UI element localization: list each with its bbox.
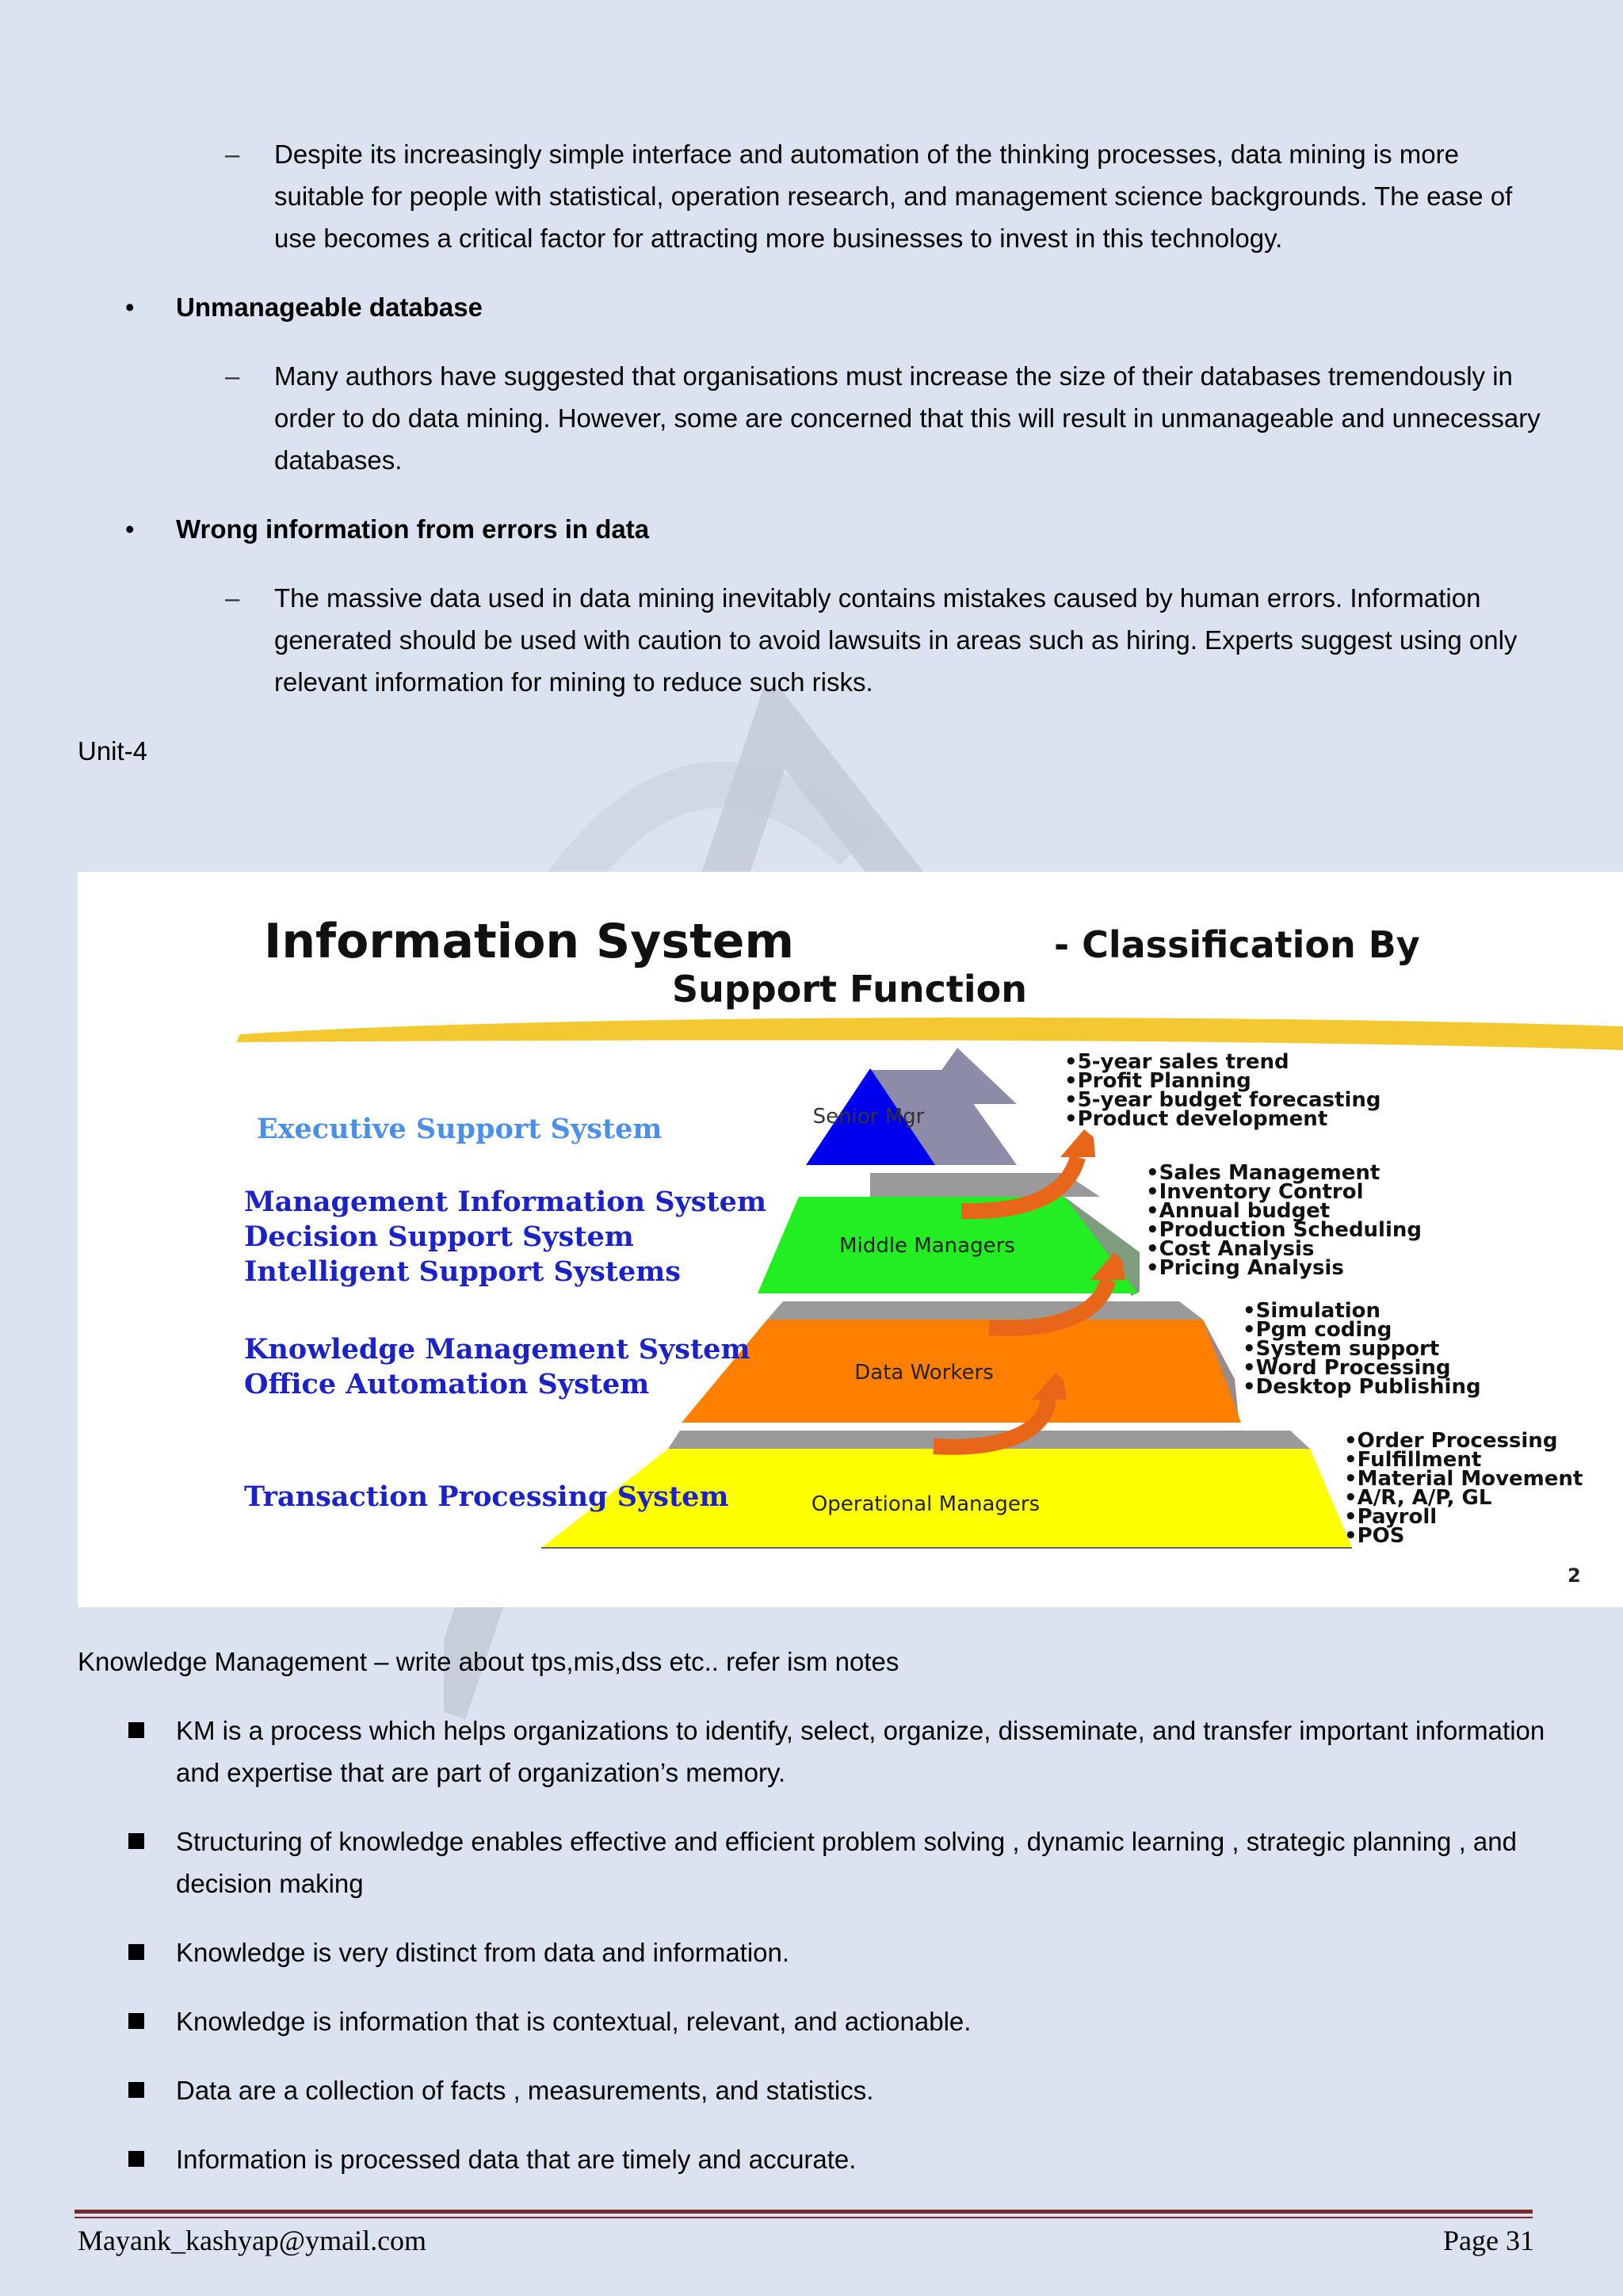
data-list-item: •System support	[1243, 1337, 1440, 1361]
bullet-heading: Unmanageable database	[176, 292, 483, 322]
data-level-top	[767, 1301, 1203, 1320]
middle-list-item: •Sales Management	[1146, 1161, 1381, 1185]
document-body	[78, 133, 1552, 799]
bullet-item	[78, 508, 1552, 550]
footer-rule	[74, 2210, 1533, 2214]
senior-list-item: •Product development	[1064, 1107, 1328, 1131]
dash-marker: –	[225, 361, 240, 391]
middle-list-item: •Cost Analysis	[1146, 1237, 1315, 1261]
operational-list-item: •A/R, A/P, GL	[1344, 1486, 1492, 1510]
km-list-item	[78, 2000, 1552, 2042]
square-bullet-icon	[128, 1722, 144, 1738]
dash-marker: –	[225, 139, 240, 169]
km-list-text: Structuring of knowledge enables effective and efficient problem solving , dynamic learning , strategic planning , and decision making	[176, 1827, 1517, 1898]
senior-list-item: •5-year budget forecasting	[1064, 1088, 1381, 1112]
bullet-marker: •	[125, 292, 135, 322]
label-transaction-processing-system: Transaction Processing System	[244, 1480, 729, 1513]
data-list-item: •Word Processing	[1243, 1356, 1451, 1380]
middle-list-item: •Pricing Analysis	[1146, 1256, 1344, 1280]
figure-title-rest: - Classification By	[1054, 923, 1420, 966]
unit-label: Unit-4	[78, 736, 148, 766]
km-list-item	[78, 1931, 1552, 1973]
dash-text: The massive data used in data mining inevitably contains mistakes caused by human errors. Information generated should be used with caution to avoid lawsuits in areas such as hiring. Experts suggest using only relevant information for mining to reduce such risks.	[274, 583, 1518, 697]
senior-level-label: Senior Mgr	[812, 1105, 925, 1129]
page-footer	[78, 2224, 1534, 2257]
figure-title-line2: Support Function	[672, 968, 1028, 1010]
bullet-item	[78, 286, 1552, 328]
km-list-text: Information is processed data that are timely and accurate.	[176, 2145, 857, 2174]
km-list-item	[78, 1820, 1552, 1904]
km-heading: Knowledge Management – write about tps,mis,dss etc.. refer ism notes	[78, 1647, 899, 1676]
operational-level-label: Operational Managers	[811, 1492, 1041, 1516]
square-bullet-icon	[128, 2151, 144, 2167]
operational-list-item: •Order Processing	[1344, 1429, 1558, 1453]
km-list-item	[78, 2069, 1552, 2111]
km-list-text: Knowledge is information that is contextual, relevant, and actionable.	[176, 2007, 972, 2036]
square-bullet-icon	[128, 1944, 144, 1960]
label-decision-support-system: Decision Support System	[244, 1221, 634, 1253]
title-underline-brush	[236, 1018, 1623, 1050]
dash-text: Many authors have suggested that organisations must increase the size of their databases tremendously in order to do data mining. However, some are concerned that this will result in unmanageable and unnecessary databases.	[274, 361, 1541, 475]
middle-level-label: Middle Managers	[839, 1234, 1015, 1258]
data-list-item: •Pgm coding	[1243, 1318, 1392, 1342]
bullet-heading: Wrong information from errors in data	[176, 514, 650, 544]
data-list-item: •Desktop Publishing	[1243, 1375, 1481, 1399]
label-intelligent-support-systems: Intelligent Support Systems	[244, 1255, 681, 1288]
middle-list-item: •Inventory Control	[1146, 1180, 1364, 1204]
square-bullet-icon	[128, 1833, 144, 1849]
operational-list-item: •Fulfillment	[1344, 1448, 1482, 1472]
square-bullet-icon	[128, 2082, 144, 2098]
footer-page-number: Page 31	[1443, 2225, 1534, 2256]
km-list-item	[78, 2138, 1552, 2180]
square-bullet-icon	[128, 2013, 144, 2029]
senior-list-item: •5-year sales trend	[1064, 1050, 1289, 1074]
arrow-head	[1060, 1129, 1095, 1157]
figure-title-main: Information System	[264, 914, 794, 969]
dash-text: Despite its increasingly simple interface and automation of the thinking processes, data mining is more suitable for people with statistical, operation research, and management science backgrounds. The ease of use becomes a critical factor for attracting more businesses to invest in this technology.	[274, 139, 1513, 253]
data-level-label: Data Workers	[854, 1361, 994, 1385]
data-list-item: •Simulation	[1243, 1299, 1381, 1323]
km-list-text: Data are a collection of facts , measurements, and statistics.	[176, 2076, 874, 2105]
senior-list-item: •Profit Planning	[1064, 1069, 1251, 1093]
dash-item	[78, 355, 1552, 481]
label-office-automation-system: Office Automation System	[244, 1368, 650, 1400]
dash-marker: –	[225, 583, 240, 613]
footer-email: Mayank_kashyap@ymail.com	[78, 2225, 427, 2256]
knowledge-management-section	[78, 1641, 1552, 2207]
label-executive-support-system: Executive Support System	[257, 1113, 663, 1145]
dash-item	[78, 577, 1552, 703]
information-system-pyramid-figure	[78, 872, 1623, 1607]
figure-page-number: 2	[1568, 1564, 1581, 1587]
operational-list-item: •Material Movement	[1344, 1467, 1583, 1491]
km-list-item	[78, 1710, 1552, 1794]
km-list-text: KM is a process which helps organizations to identify, select, organize, disseminate, and transfer important information and expertise that are part of organization’s memory.	[176, 1716, 1545, 1787]
bullet-marker: •	[125, 514, 135, 544]
operational-list-item: •Payroll	[1344, 1505, 1438, 1529]
label-knowledge-management-system: Knowledge Management System	[244, 1333, 750, 1366]
dash-item	[78, 133, 1552, 259]
footer-rule-thin	[74, 2217, 1533, 2218]
operational-list-item: •POS	[1344, 1524, 1405, 1548]
middle-list-item: •Production Scheduling	[1146, 1218, 1423, 1242]
middle-list-item: •Annual budget	[1146, 1199, 1331, 1223]
km-list-text: Knowledge is very distinct from data and information.	[176, 1938, 790, 1967]
label-management-information-system: Management Information System	[244, 1186, 766, 1218]
